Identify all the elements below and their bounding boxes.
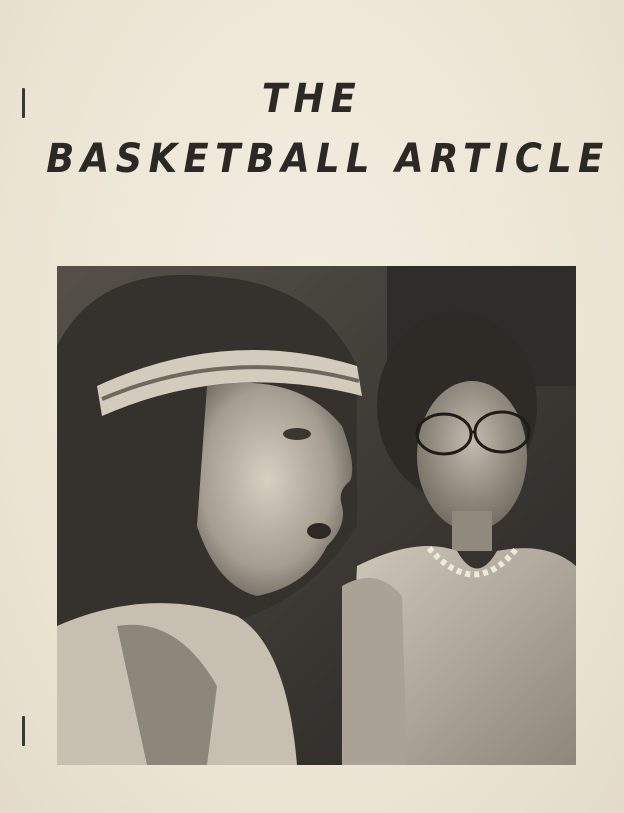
- staple-bottom: [22, 716, 25, 746]
- woman-right-face: [417, 381, 527, 531]
- cover-photo: [57, 266, 576, 765]
- title-line-1: THE: [261, 76, 363, 122]
- photo-illustration: [57, 266, 576, 765]
- title-line-2: BASKETBALL ARTICLE: [46, 136, 610, 182]
